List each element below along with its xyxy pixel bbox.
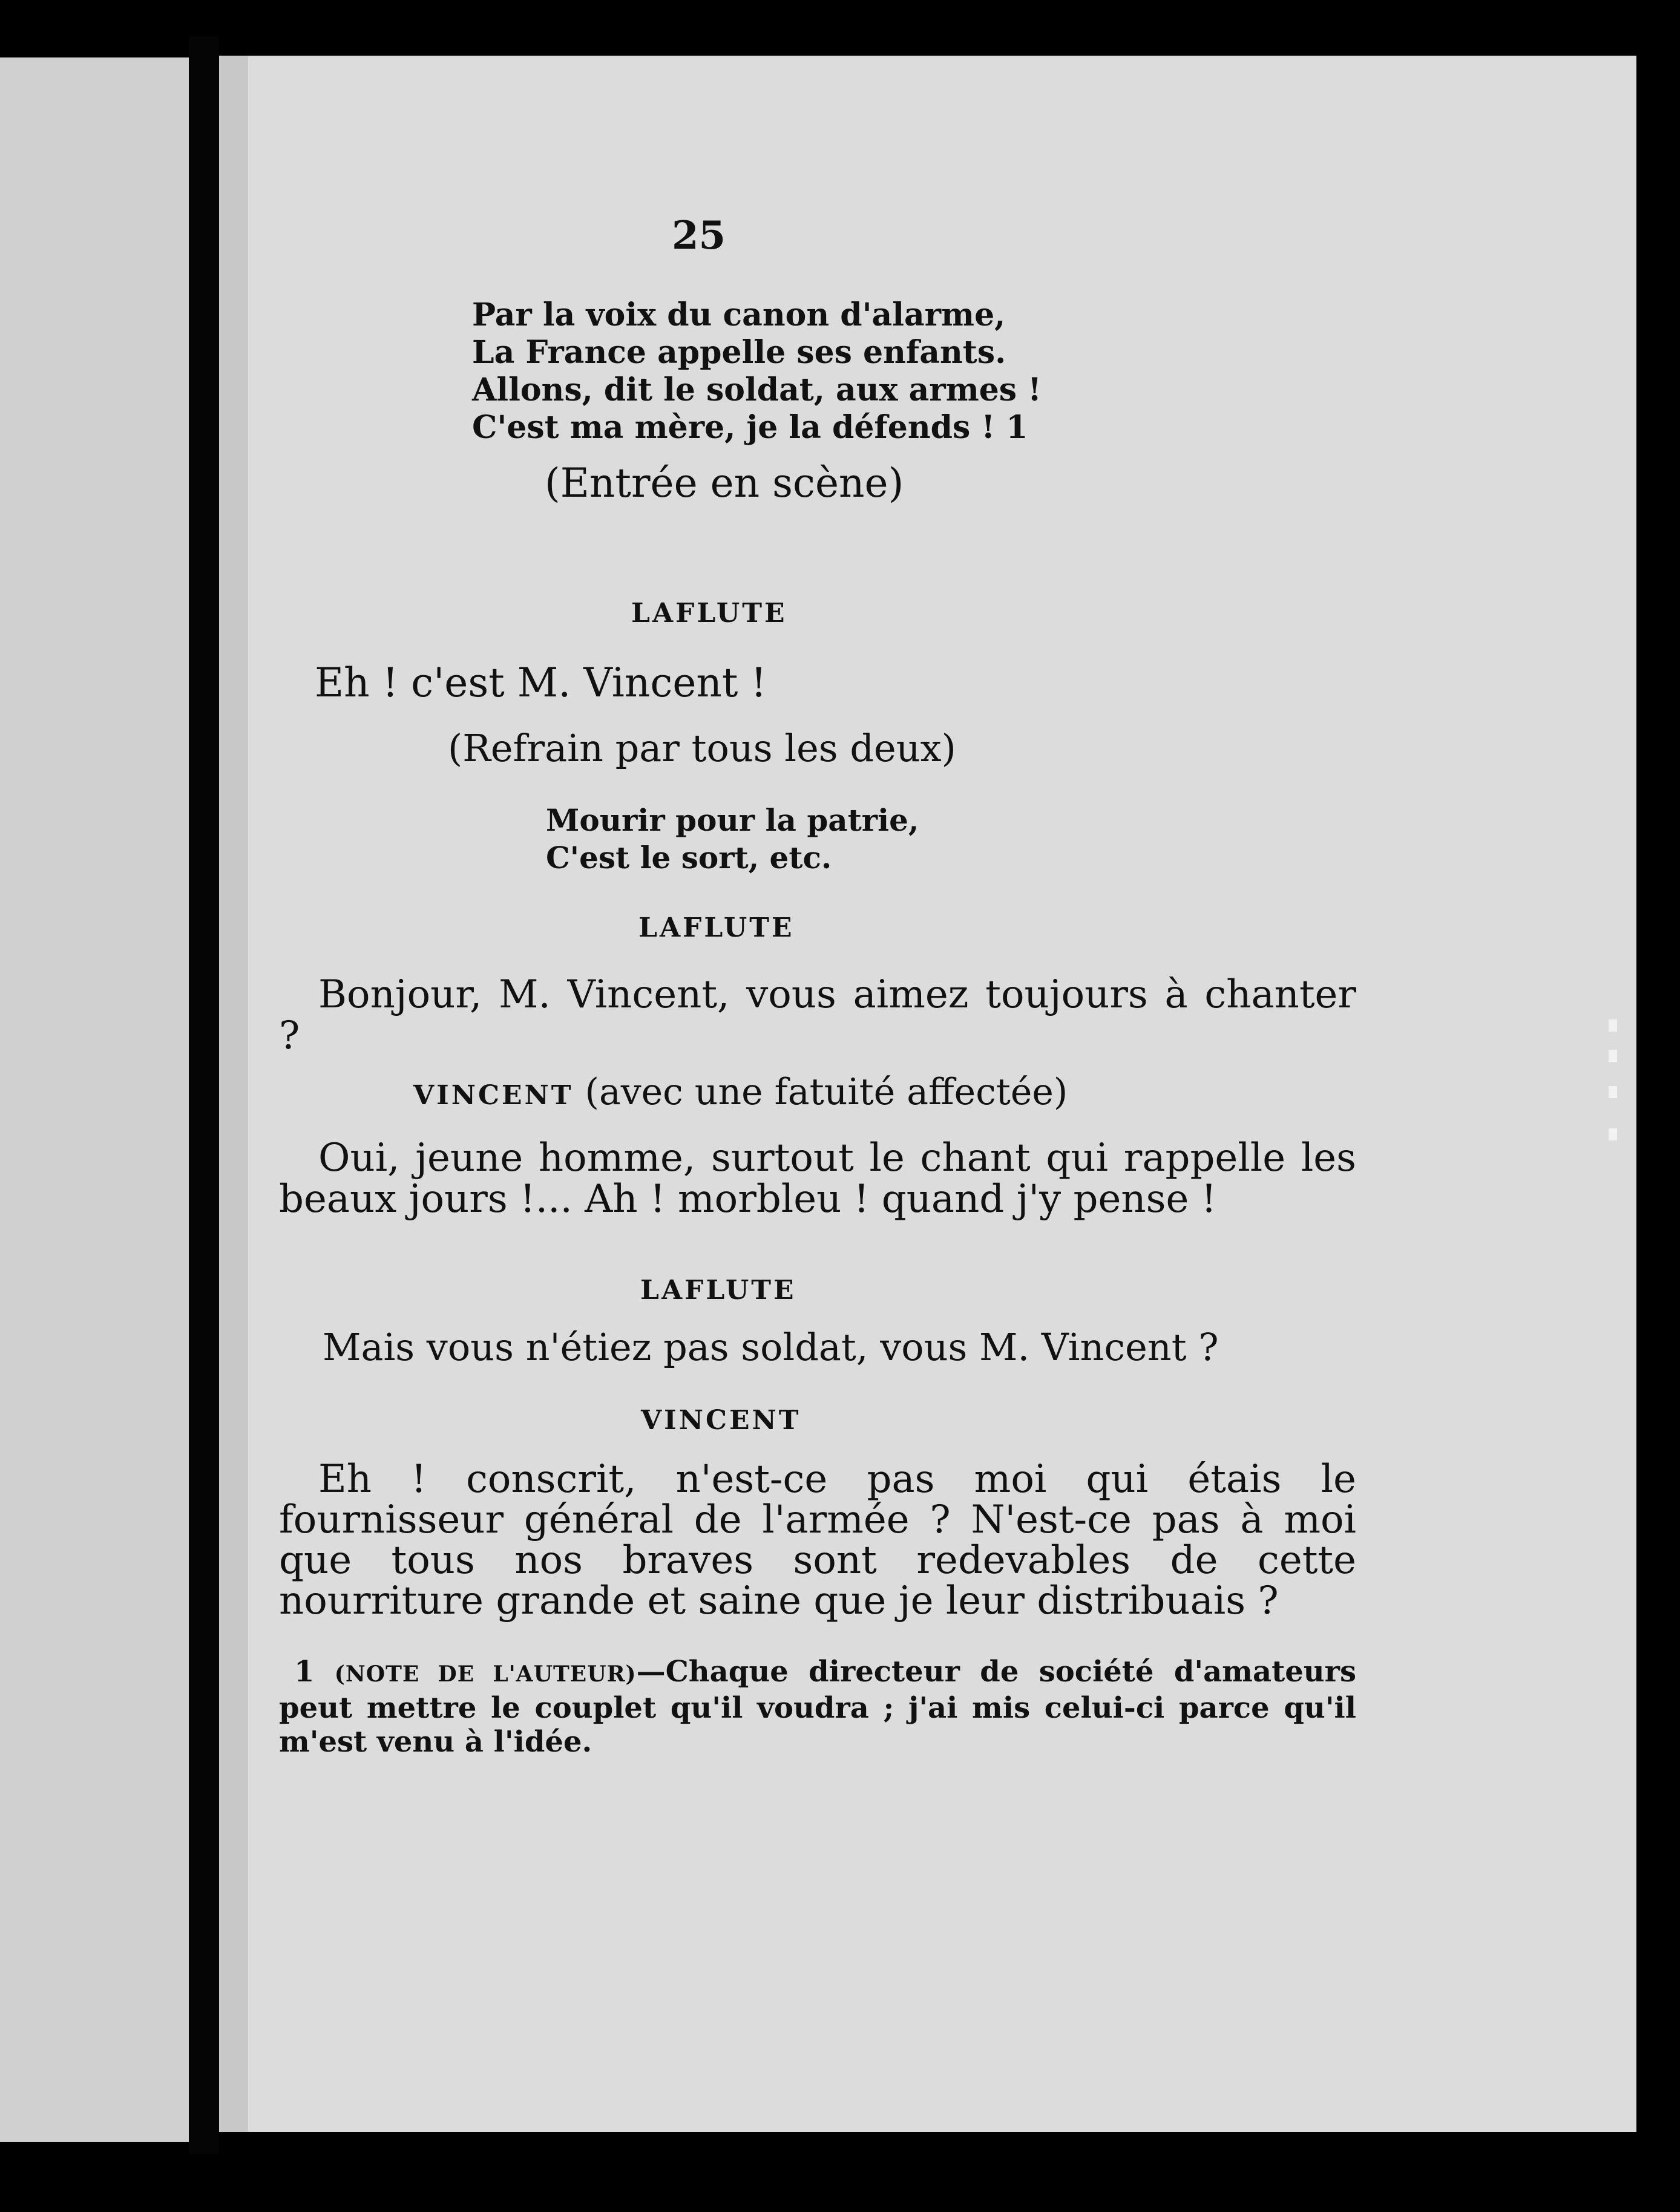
edge-mark — [1609, 1128, 1617, 1140]
footnote-text: —Chaque directeur de société d'amateurs peut mettre le couplet qu'il voudra ; j'ai mis celui-ci parce qu'il m'est venu à l'idée. — [279, 1655, 1356, 1759]
facing-page-edge — [0, 57, 189, 2142]
speaker-with-direction — [413, 1071, 1068, 1113]
dialogue-line: Eh ! c'est M. Vincent ! — [315, 659, 767, 706]
speaker-name: LAFLUTE — [640, 1275, 796, 1306]
edge-mark — [1609, 1019, 1617, 1032]
edge-mark — [1609, 1050, 1617, 1062]
stage-direction: (avec une fatuité affectée) — [585, 1071, 1068, 1113]
verse-line: Allons, dit le soldat, aux armes ! — [472, 371, 1042, 408]
stage-direction: (Refrain par tous les deux) — [448, 726, 956, 770]
footnote — [279, 1655, 1356, 1759]
verse-line: C'est ma mère, je la défends ! 1 — [472, 409, 1028, 446]
footnote-label: (NOTE DE L'AUTEUR) — [334, 1661, 637, 1687]
speaker-name: VINCENT — [641, 1405, 801, 1436]
verse-line: C'est le sort, etc. — [546, 840, 832, 875]
verse-line: Par la voix du canon d'alarme, — [472, 296, 1006, 333]
footnote-number: 1 — [294, 1655, 315, 1689]
dialogue-paragraph: Oui, jeune homme, surtout le chant qui rappelle les beaux jours !... Ah ! morbleu ! quand j'y pense ! — [279, 1136, 1356, 1222]
dialogue-paragraph: Bonjour, M. Vincent, vous aimez toujours à chanter ? — [279, 972, 1356, 1058]
stage-direction: (Entrée en scène) — [545, 460, 904, 506]
verse-line: La France appelle ses enfants. — [472, 334, 1006, 371]
speaker-name: LAFLUTE — [631, 598, 787, 629]
speaker-name: LAFLUTE — [638, 912, 795, 943]
page-number: 25 — [672, 213, 726, 258]
page-inner-edge — [219, 56, 248, 2132]
dialogue-line: Mais vous n'étiez pas soldat, vous M. Vincent ? — [323, 1325, 1219, 1369]
verse-line: Mourir pour la patrie, — [546, 802, 919, 838]
edge-mark — [1609, 1086, 1617, 1098]
speaker-name: VINCENT — [413, 1080, 574, 1111]
refrain-stanza — [546, 802, 919, 877]
binding-gutter — [189, 36, 219, 2154]
verse-stanza — [472, 296, 1042, 447]
dialogue-paragraph: Eh ! conscrit, n'est-ce pas moi qui étais le fournisseur général de l'armée ? N'est-ce pas à moi que tous nos braves sont redevables de cette nourriture grande et saine que je leur distribuais ? — [279, 1457, 1356, 1623]
